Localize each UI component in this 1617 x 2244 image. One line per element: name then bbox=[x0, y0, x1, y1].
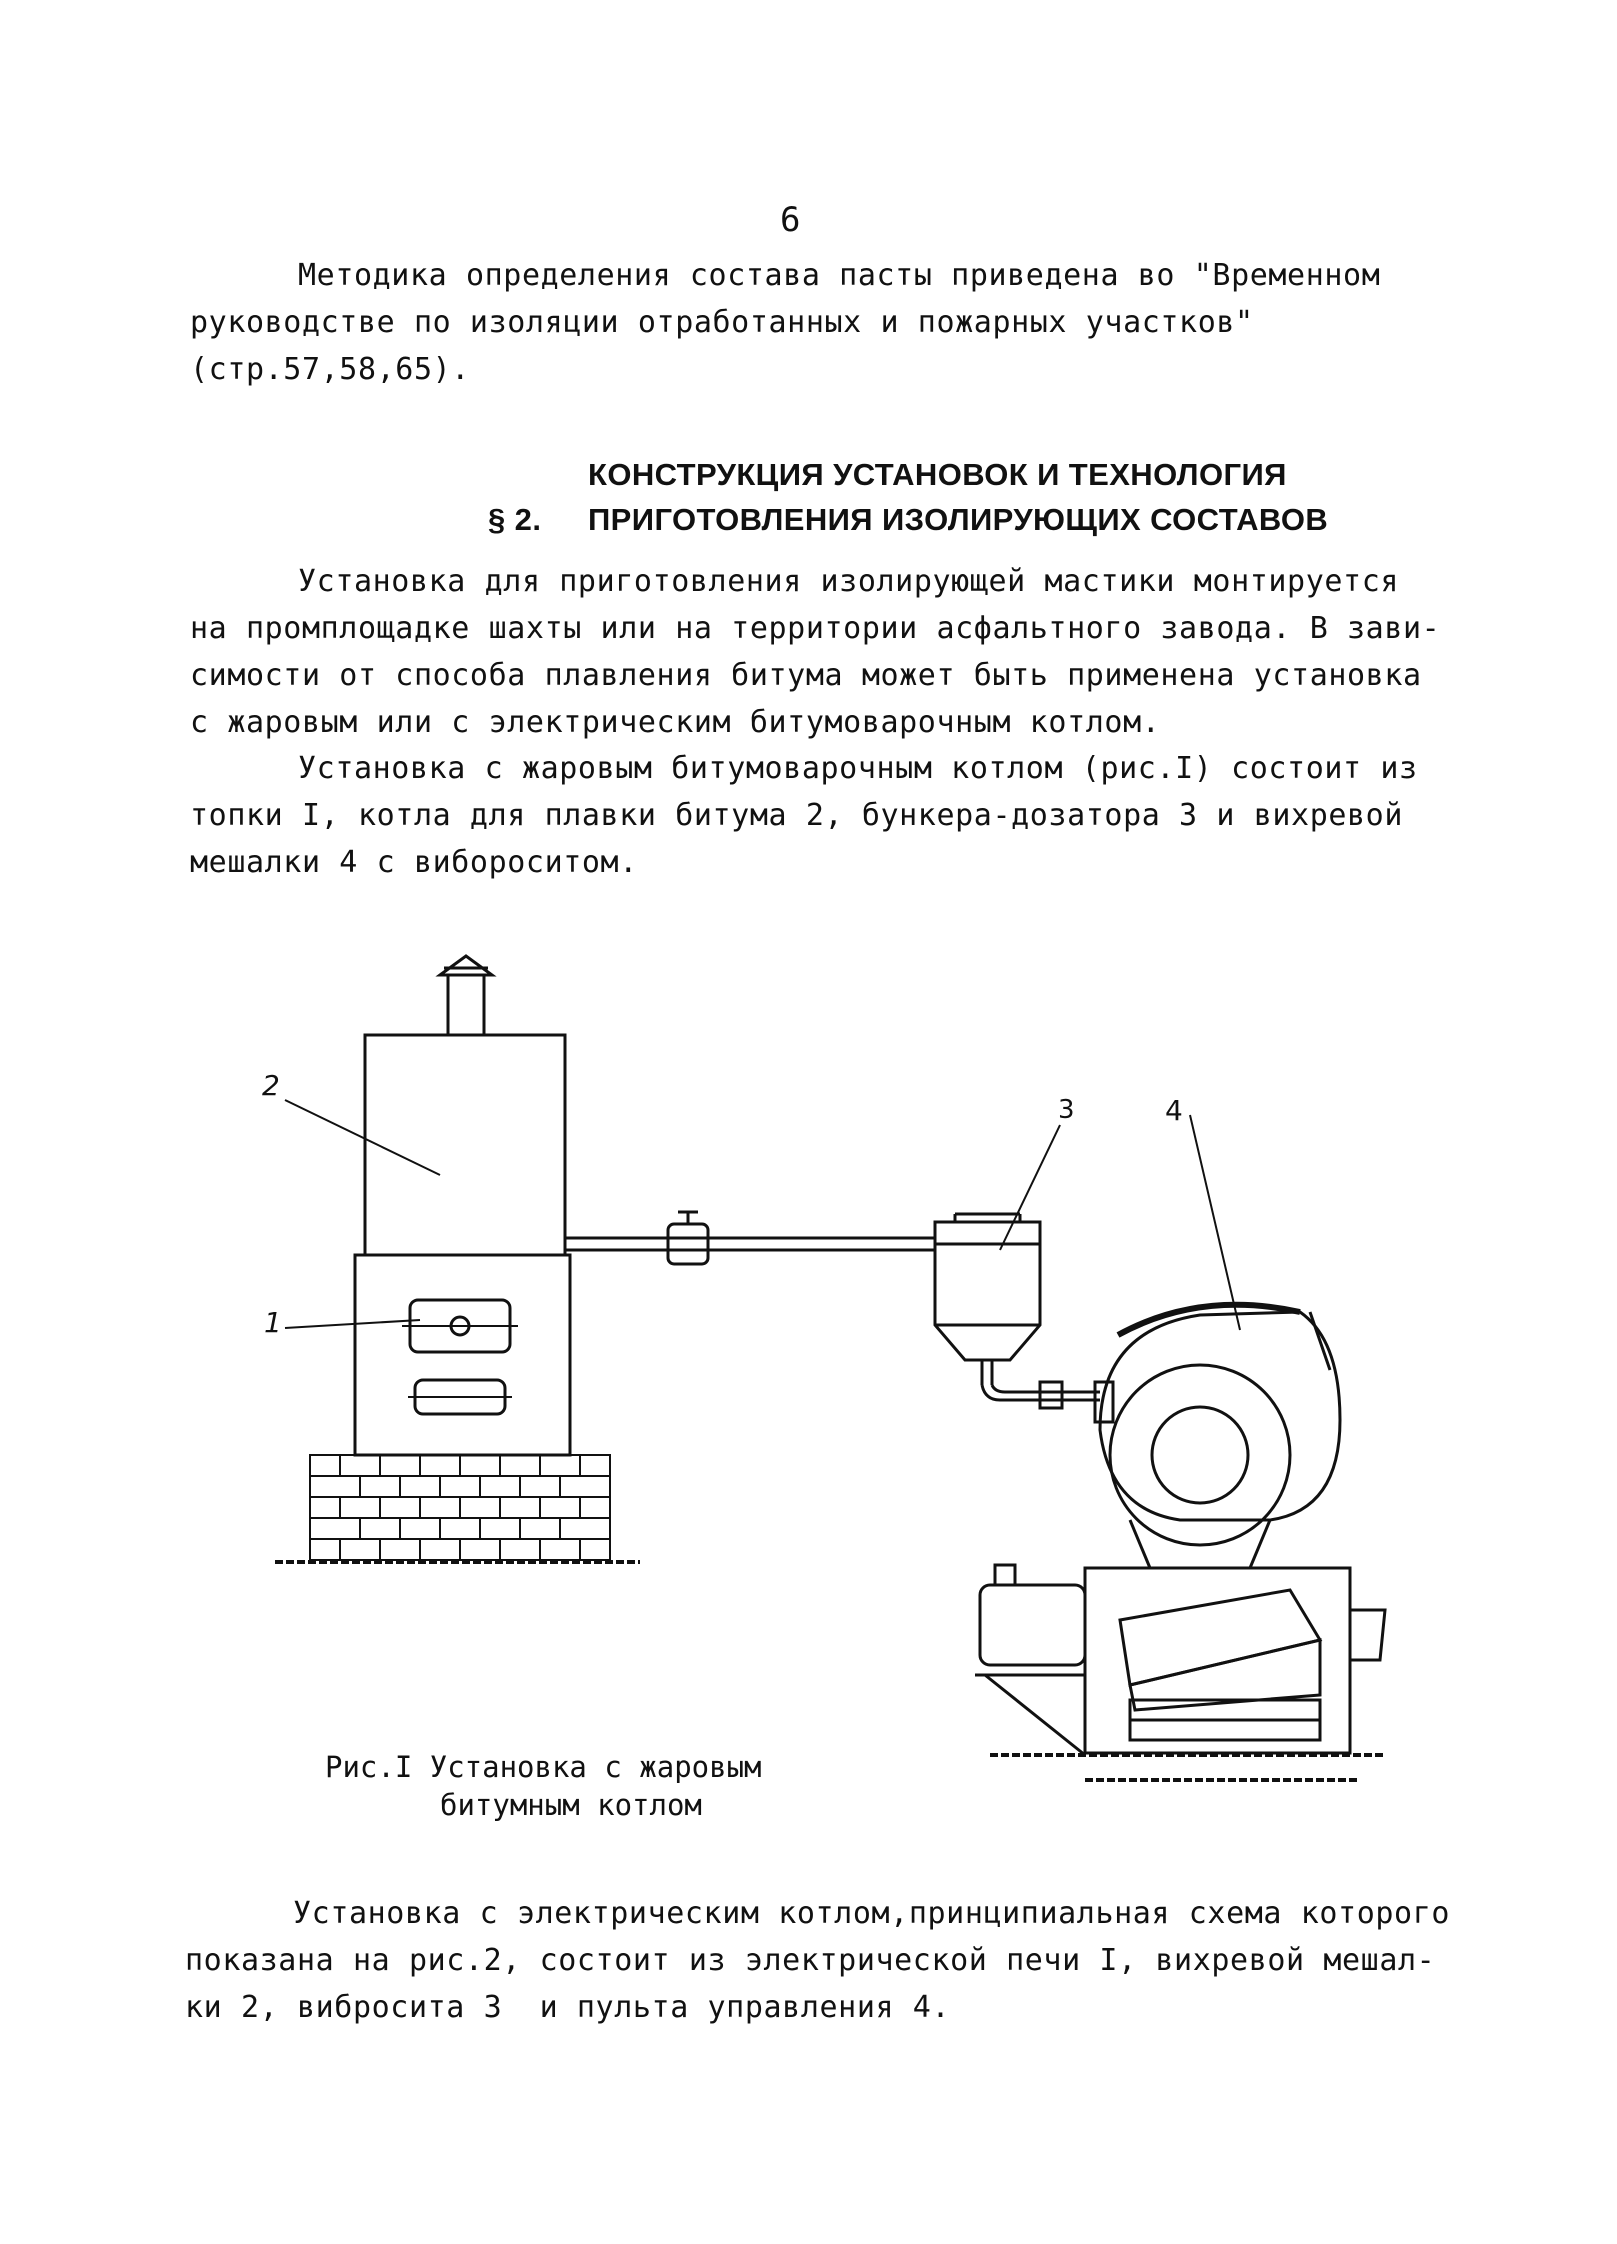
label-hopper: 3 bbox=[1058, 1095, 1075, 1125]
section-title-line-2: ПРИГОТОВЛЕНИЯ ИЗОЛИРУЮЩИХ СОСТАВОВ bbox=[588, 502, 1329, 537]
intro-line-2: руководстве по изоляции отработанных и пожарных участков" bbox=[190, 305, 1254, 340]
para2-line-3: мешалки 4 с вибороситом. bbox=[190, 845, 638, 880]
figure-caption-line-1: Рис.I Установка с жаровым bbox=[325, 1750, 762, 1784]
paragraph-2 bbox=[190, 745, 1418, 886]
leader-line-4 bbox=[1190, 1115, 1240, 1330]
para3-line-2: показана на рис.2, состоит из электрической печи I, вихревой мешал- bbox=[185, 1943, 1436, 1978]
intro-paragraph bbox=[190, 252, 1380, 393]
label-mixer: 4 bbox=[1165, 1094, 1183, 1127]
para1-line-4: с жаровым или с электрическим битумоварочным котлом. bbox=[190, 705, 1161, 740]
leader-line-3 bbox=[1000, 1125, 1060, 1250]
chimney bbox=[440, 956, 492, 1035]
figure-caption-line-2: битумным котлом bbox=[440, 1788, 702, 1822]
para2-line-2: топки I, котла для плавки битума 2, бункера-дозатора 3 и вихревой bbox=[190, 798, 1403, 833]
label-furnace: 1 bbox=[264, 1306, 282, 1339]
installation-diagram bbox=[0, 920, 1617, 1920]
vortex-mixer bbox=[1095, 1305, 1340, 1545]
para3-line-3: ки 2, виброcита 3 и пульта управления 4. bbox=[185, 1990, 951, 2025]
leader-line-1 bbox=[285, 1320, 420, 1328]
para3-line-1: Установка с электрическим котлом,принципиальная схема которого bbox=[293, 1896, 1451, 1931]
section-heading bbox=[470, 452, 541, 542]
furnace bbox=[355, 1255, 570, 1455]
boiler-body bbox=[365, 1035, 565, 1255]
label-boiler: 2 bbox=[262, 1069, 280, 1102]
brick-foundation bbox=[310, 1455, 610, 1560]
page-number: 6 bbox=[780, 200, 802, 240]
para2-line-1: Установка с жаровым битумоварочным котлом (рис.I) состоит из bbox=[298, 751, 1418, 786]
para1-line-1: Установка для приготовления изолирующей мастики монтируется bbox=[298, 564, 1400, 599]
hopper-dispenser bbox=[935, 1214, 1100, 1408]
para1-line-2: на промплощадке шахты или на территории асфальтного завода. В зави- bbox=[190, 611, 1441, 646]
paragraph-1 bbox=[190, 558, 1440, 746]
paragraph-3 bbox=[185, 1890, 1450, 2031]
leader-line-2 bbox=[285, 1100, 440, 1175]
intro-line-1: Методика определения состава пасты приведена во "Временном bbox=[298, 258, 1381, 293]
para1-line-3: симости от способа плавления битума может быть применена установка bbox=[190, 658, 1422, 693]
intro-line-3: (стр.57,58,65). bbox=[190, 352, 470, 387]
section-number: § 2. bbox=[488, 502, 542, 537]
feed-pipe bbox=[565, 1212, 935, 1264]
vibrating-sieve bbox=[975, 1520, 1385, 1755]
section-title-line-1: КОНСТРУКЦИЯ УСТАНОВОК И ТЕХНОЛОГИЯ bbox=[588, 457, 1287, 492]
